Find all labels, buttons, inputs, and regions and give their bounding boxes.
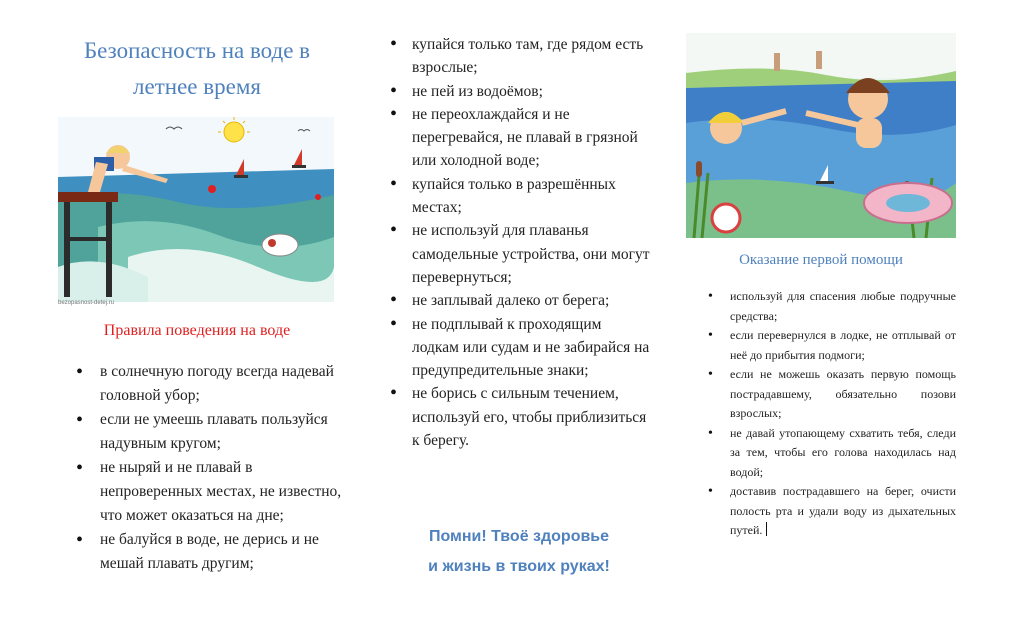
title-line-1: Безопасность на воде в xyxy=(83,38,311,63)
list-item: • в солнечную погоду всегда надевай головной убор; xyxy=(78,360,342,408)
text-cursor xyxy=(766,522,767,536)
slogan-line-2: и жизнь в твоих руках! xyxy=(428,558,610,575)
list-item: • не пей из водоёмов; xyxy=(390,80,650,103)
slogan-line-1: Помни! Твоё здоровье xyxy=(428,528,610,545)
rules-heading: Правила поведения на воде xyxy=(103,322,291,339)
list-item: • купайся только там, где рядом есть взрослые; xyxy=(390,33,650,80)
list-item: • не ныряй и не плавай в непроверенных местах, не известно, что может оказаться на дне; xyxy=(78,456,342,528)
first-aid-list xyxy=(708,287,956,541)
slogan xyxy=(388,522,650,582)
list-item: • не используй для плаванья самодельные устройства, они могут перевернуться; xyxy=(390,219,650,289)
list-item: • не заплывай далеко от берега; xyxy=(390,289,650,312)
list-item: • не подплывай к проходящим лодкам или судам и не забирайся на предупредительные знаки; xyxy=(390,313,650,383)
image-caption: bezopasnost-detej.ru xyxy=(58,300,115,306)
list-item: • купайся только в разрешённых местах; xyxy=(390,173,650,220)
rules-list xyxy=(78,360,342,576)
list-item: • не борись с сильным течением, используй его, чтобы приблизиться к берегу. xyxy=(390,382,650,452)
list-item-text: доставив пострадавшего на берег, очисти полость рта и удали воду из дыхательных путей. xyxy=(730,484,956,537)
title-line-2: летнее время xyxy=(133,74,261,99)
first-aid-heading: Оказание первой помощи xyxy=(739,252,903,268)
list-item: • не балуйся в воде, не дерись и не мешай плавать другим; xyxy=(78,528,342,576)
list-item: • используй для спасения любые подручные средства; xyxy=(708,287,956,326)
list-item: • если не умеешь плавать пользуйся надувным кругом; xyxy=(78,408,342,456)
boy-diving-illustration xyxy=(58,117,334,302)
page-title xyxy=(52,33,342,105)
list-item: • не давай утопающему схватить тебя, следи за тем, чтобы его голова находилась над водой; xyxy=(708,424,956,483)
rescue-in-water-illustration xyxy=(686,33,956,238)
rules-list-continued xyxy=(390,33,650,452)
list-item: • если не можешь оказать первую помощь пострадавшему, обязательно позови взрослых; xyxy=(708,365,956,424)
list-item xyxy=(708,482,956,541)
list-item: • не переохлаждайся и не перегревайся, не плавай в грязной или холодной воде; xyxy=(390,103,650,173)
list-item: • если перевернулся в лодке, не отплывай от неё до прибытия подмоги; xyxy=(708,326,956,365)
